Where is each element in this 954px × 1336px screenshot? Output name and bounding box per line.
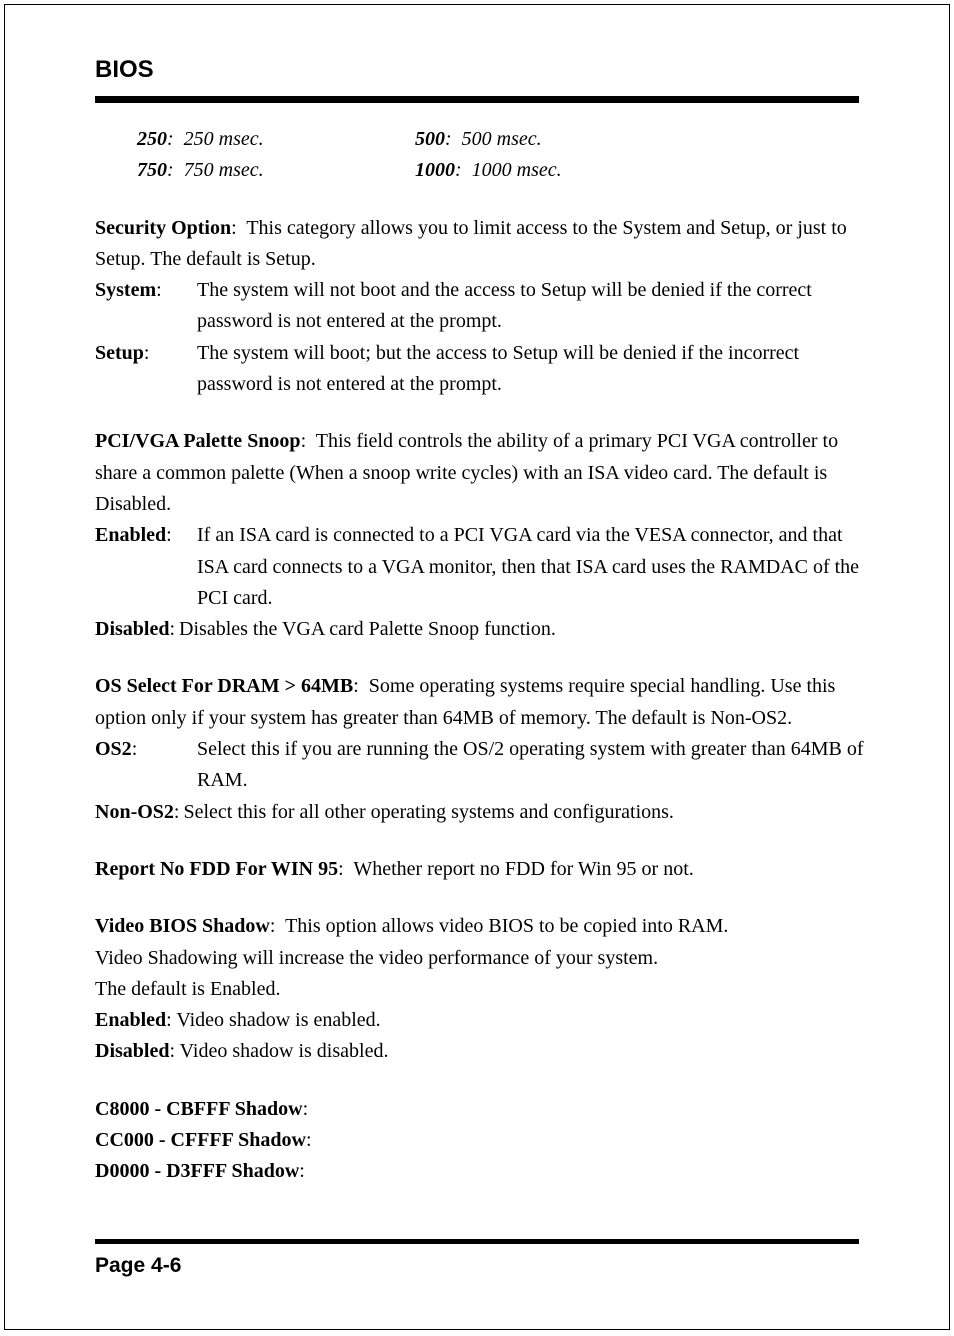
timer-label: 250 msec. (183, 128, 264, 150)
option-row: System: The system will not boot and the access to Setup will be denied if the correct password is not entered at the prompt. (95, 279, 812, 333)
video-shadow-default: The default is Enabled. (95, 977, 281, 1000)
video-shadow-line: Video Shadowing will increase the video performance of your system. (95, 946, 659, 969)
timer-key: 750 (137, 159, 167, 182)
timer-label: 750 msec. (183, 159, 264, 182)
option-row: Enabled: If an ISA card is connected to a PCI VGA card via the VESA connector, and that ISA card connects to a VGA monitor, then that ISA card uses the RAMDAC of the PCI card. (95, 524, 860, 609)
timer-key: 1000 (415, 159, 455, 182)
report-fdd-desc: Report No FDD For WIN 95: Whether report no FDD for Win 95 or not. (95, 857, 694, 880)
os-select-desc: OS Select For DRAM > 64MB: Some operating systems require special handling. Use this option only if your system has greater than 64MB of memory. The default is Non-OS2. (95, 675, 836, 729)
video-shadow-desc: Video BIOS Shadow: This option allows video BIOS to be copied into RAM. (95, 915, 729, 938)
timer-key: 250 (137, 128, 167, 150)
option-row: Enabled: Video shadow is enabled. (95, 1009, 381, 1032)
footer-rule (95, 1239, 859, 1244)
option-row: Disabled: Disables the VGA card Palette Snoop function. (95, 618, 556, 641)
section-title: OS Select For DRAM > 64MB (95, 675, 354, 698)
timer-values: 250: 250 msec. 500: 500 msec. 750: 750 msec. 1000: 1000 msec. (137, 128, 562, 182)
shadow-item: CC000 - CFFFF Shadow: (95, 1129, 312, 1152)
header-rule (95, 96, 859, 103)
option-row: Disabled: Video shadow is disabled. (95, 1040, 389, 1063)
shadow-item: D0000 - D3FFF Shadow: (95, 1160, 305, 1183)
timer-label: 1000 msec. (471, 159, 562, 182)
option-row: Setup: The system will boot; but the access to Setup will be denied if the incorrect password is not entered at the prompt. (95, 341, 800, 396)
page-content (95, 124, 865, 1188)
security-option-desc: Security Option: This category allows you to limit access to the System and Setup, or just to Setup. The default is Setup. (95, 216, 847, 270)
option-row: Non-OS2: Select this for all other operating systems and configurations. (95, 800, 674, 823)
section-title: PCI/VGA Palette Snoop (95, 430, 301, 453)
shadow-item: C8000 - CBFFF Shadow: (95, 1097, 309, 1120)
section-title: Report No FDD For WIN 95 (95, 857, 339, 880)
section-title: Security Option (95, 216, 232, 239)
timer-key: 500 (415, 128, 445, 150)
option-row: OS2: Select this if you are running the OS/2 operating system with greater than 64MB of RAM. (95, 738, 864, 792)
page-header-title: BIOS (95, 56, 154, 83)
timer-label: 500 msec. (461, 128, 542, 150)
section-title: Video BIOS Shadow (95, 915, 270, 938)
page-number: Page 4-6 (95, 1254, 182, 1277)
pci-vga-desc: PCI/VGA Palette Snoop: This field controls the ability of a primary PCI VGA controller to share a common palette (When a snoop write cycles) with an ISA video card. The default is Disabled. (95, 430, 839, 515)
